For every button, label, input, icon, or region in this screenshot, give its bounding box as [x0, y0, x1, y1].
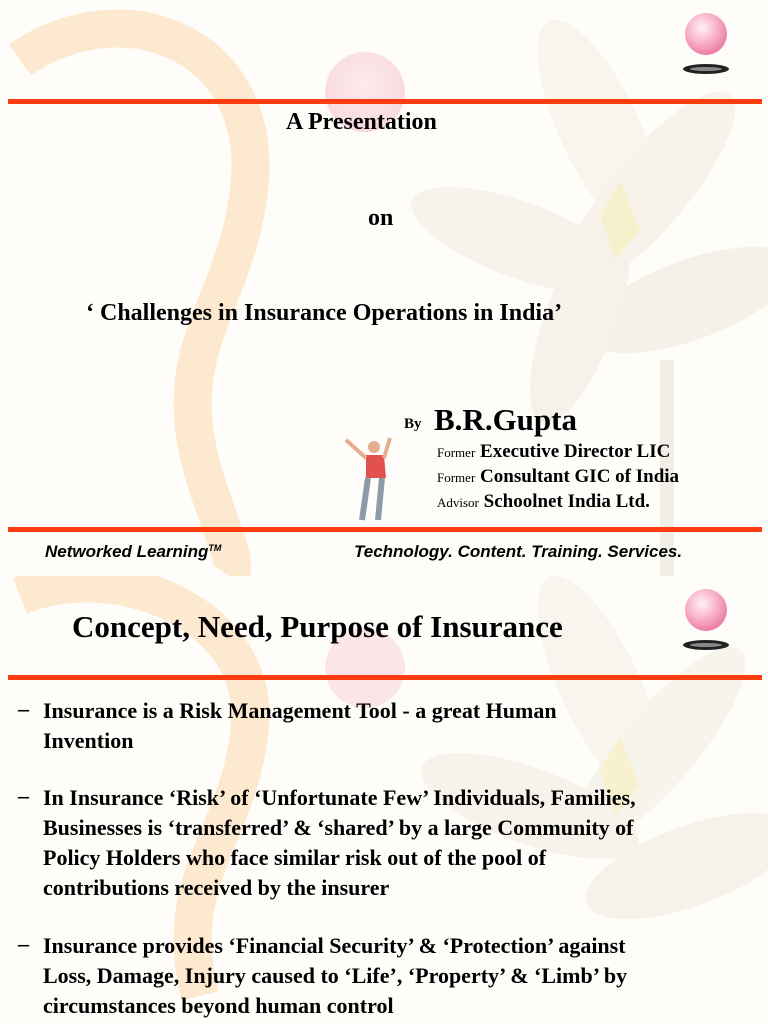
bullet-item — [18, 931, 748, 1021]
presentation-title: ‘ Challenges in Insurance Operations in India’ — [86, 300, 563, 326]
bullet-line: Insurance provides ‘Financial Security’ & ‘Protection’ against — [43, 933, 626, 958]
heading-line1: A Presentation — [286, 109, 437, 135]
bullet-line: Policy Holders who face similar risk out of the pool of — [43, 845, 547, 870]
divider-top — [8, 675, 762, 680]
bullet-line: contributions received by the insurer — [43, 875, 390, 900]
bullet-text — [43, 783, 636, 903]
logo-orb-icon — [683, 589, 729, 650]
content-slide — [0, 576, 768, 1024]
bullet-dash: – — [18, 783, 29, 808]
footer-brand — [45, 542, 221, 562]
author-role — [437, 441, 670, 463]
jumping-person-figure — [346, 438, 390, 520]
bullet-text — [43, 931, 627, 1021]
footer-brand-text: Networked Learning — [45, 542, 209, 561]
by-label: By — [404, 416, 422, 432]
bullet-item — [18, 696, 748, 756]
bullet-dash: – — [18, 696, 29, 721]
heading-line2: on — [368, 205, 394, 231]
role-prefix: Former — [437, 470, 476, 485]
logo-orb-icon — [683, 13, 729, 74]
role-text: Executive Director LIC — [480, 441, 671, 462]
author-name: B.R.Gupta — [434, 402, 577, 437]
bullet-line: circumstances beyond human control — [43, 993, 394, 1018]
bullet-dash: – — [18, 931, 29, 956]
slide-title: Concept, Need, Purpose of Insurance — [72, 609, 563, 644]
role-prefix: Former — [437, 445, 476, 460]
author-role — [437, 491, 650, 513]
footer-tagline: Technology. Content. Training. Services. — [354, 542, 683, 561]
role-text: Consultant GIC of India — [480, 466, 680, 487]
trademark-mark: TM — [208, 543, 222, 553]
bullet-text — [43, 696, 557, 756]
bullet-line: Loss, Damage, Injury caused to ‘Life’, ‘Property’ & ‘Limb’ by — [43, 963, 628, 988]
role-prefix: Advisor — [437, 495, 479, 510]
author-role — [437, 466, 679, 488]
role-text: Schoolnet India Ltd. — [483, 491, 650, 512]
bullet-line: Invention — [43, 728, 134, 753]
divider-top — [8, 99, 762, 104]
divider-bottom — [8, 527, 762, 532]
bullet-item — [18, 783, 748, 903]
bullet-line: Businesses is ‘transferred’ & ‘shared’ by a large Community of — [43, 815, 634, 840]
bullet-line: Insurance is a Risk Management Tool - a great Human — [43, 698, 557, 723]
bullet-line: In Insurance ‘Risk’ of ‘Unfortunate Few’ Individuals, Families, — [43, 785, 636, 810]
